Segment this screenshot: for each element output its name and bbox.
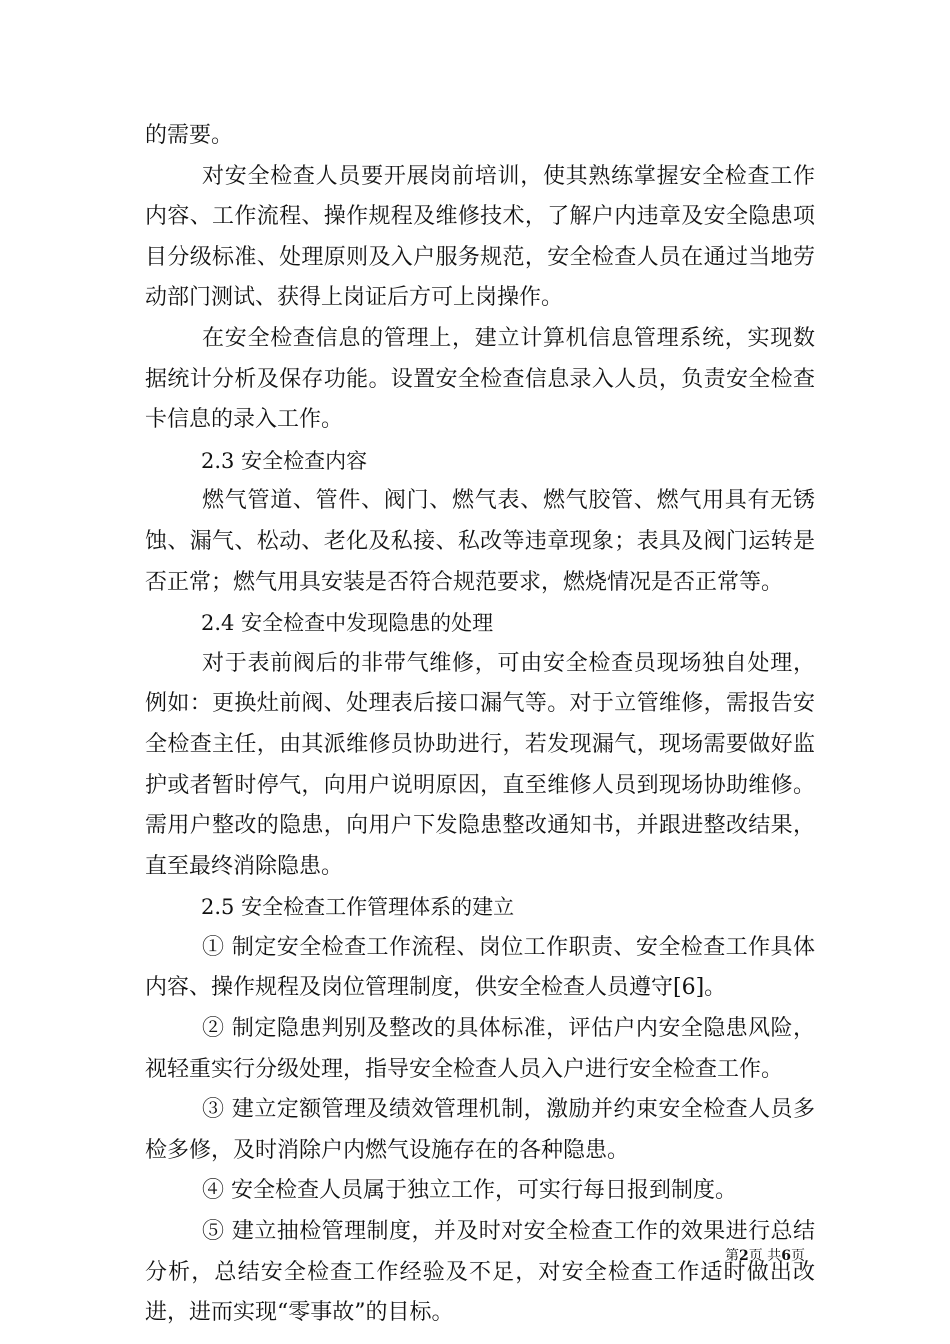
paragraph-continued: 的需要。 xyxy=(145,123,234,148)
list-item-1: ① 制定安全检查工作流程、岗位工作职责、安全检查工作具体内容、操作规程及岗位管理制度，供安全检查人员遵守[6]。 xyxy=(145,934,815,1001)
section-heading-2-5: 2.5 安全检查工作管理体系的建立 xyxy=(201,895,515,920)
page-footer xyxy=(725,1245,805,1265)
section-heading-2-4: 2.4 安全检查中发现隐患的处理 xyxy=(201,611,494,636)
footer-middle: 页 共 xyxy=(748,1248,782,1264)
list-item-2: ② 制定隐患判别及整改的具体标准，评估户内安全隐患风险，视轻重实行分级处理，指导安全检查人员入户进行安全检查工作。 xyxy=(145,1016,815,1082)
section-heading-2-3: 2.3 安全检查内容 xyxy=(201,448,368,473)
paragraph-training: 对安全检查人员要开展岗前培训，使其熟练掌握安全检查工作内容、工作流程、操作规程及维修技术，了解户内违章及安全隐患项目分级标准、处理原则及入户服务规范，安全检查人员在通过当地劳动部门测试、获得上岗证后方可上岗操作。 xyxy=(145,163,815,311)
paragraph-info-management: 在安全检查信息的管理上，建立计算机信息管理系统，实现数据统计分析及保存功能。设置安全检查信息录入人员，负责安全检查卡信息的录入工作。 xyxy=(145,325,815,433)
list-item-3: ③ 建立定额管理及绩效管理机制，激励并约束安全检查人员多检多修，及时消除户内燃气设施存在的各种隐患。 xyxy=(145,1097,815,1163)
footer-suffix: 页 xyxy=(791,1248,805,1264)
footer-prefix: 第 xyxy=(725,1248,740,1264)
list-item-4: ④ 安全检查人员属于独立工作，可实行每日报到制度。 xyxy=(202,1178,737,1204)
document-body xyxy=(145,116,815,1334)
paragraph-hazard-handling: 对于表前阀后的非带气维修，可由安全检查员现场独自处理，例如：更换灶前阀、处理表后接口漏气等。对于立管维修，需报告安全检查主任，由其派维修员协助进行，若发现漏气，现场需要做好监护或者暂时停气，向用户说明原因，直至维修人员到现场协助维修。需用户整改的隐患，向用户下发隐患整改通知书，并跟进整改结果，直至最终消除隐患。 xyxy=(145,650,815,879)
footer-total-pages: 6 xyxy=(781,1248,791,1264)
footer-page-number: 2 xyxy=(739,1248,749,1264)
list-item-5: ⑤ 建立抽检管理制度，并及时对安全检查工作的效果进行总结分析，总结安全检查工作经验及不足，对安全检查工作适时做出改进，进而实现“零事故”的目标。 xyxy=(145,1219,815,1326)
paragraph-inspection-content: 燃气管道、管件、阀门、燃气表、燃气胶管、燃气用具有无锈蚀、漏气、松动、老化及私接、私改等违章现象；表具及阀门运转是否正常；燃气用具安装是否符合规范要求，燃烧情况是否正常等。 xyxy=(145,488,815,595)
